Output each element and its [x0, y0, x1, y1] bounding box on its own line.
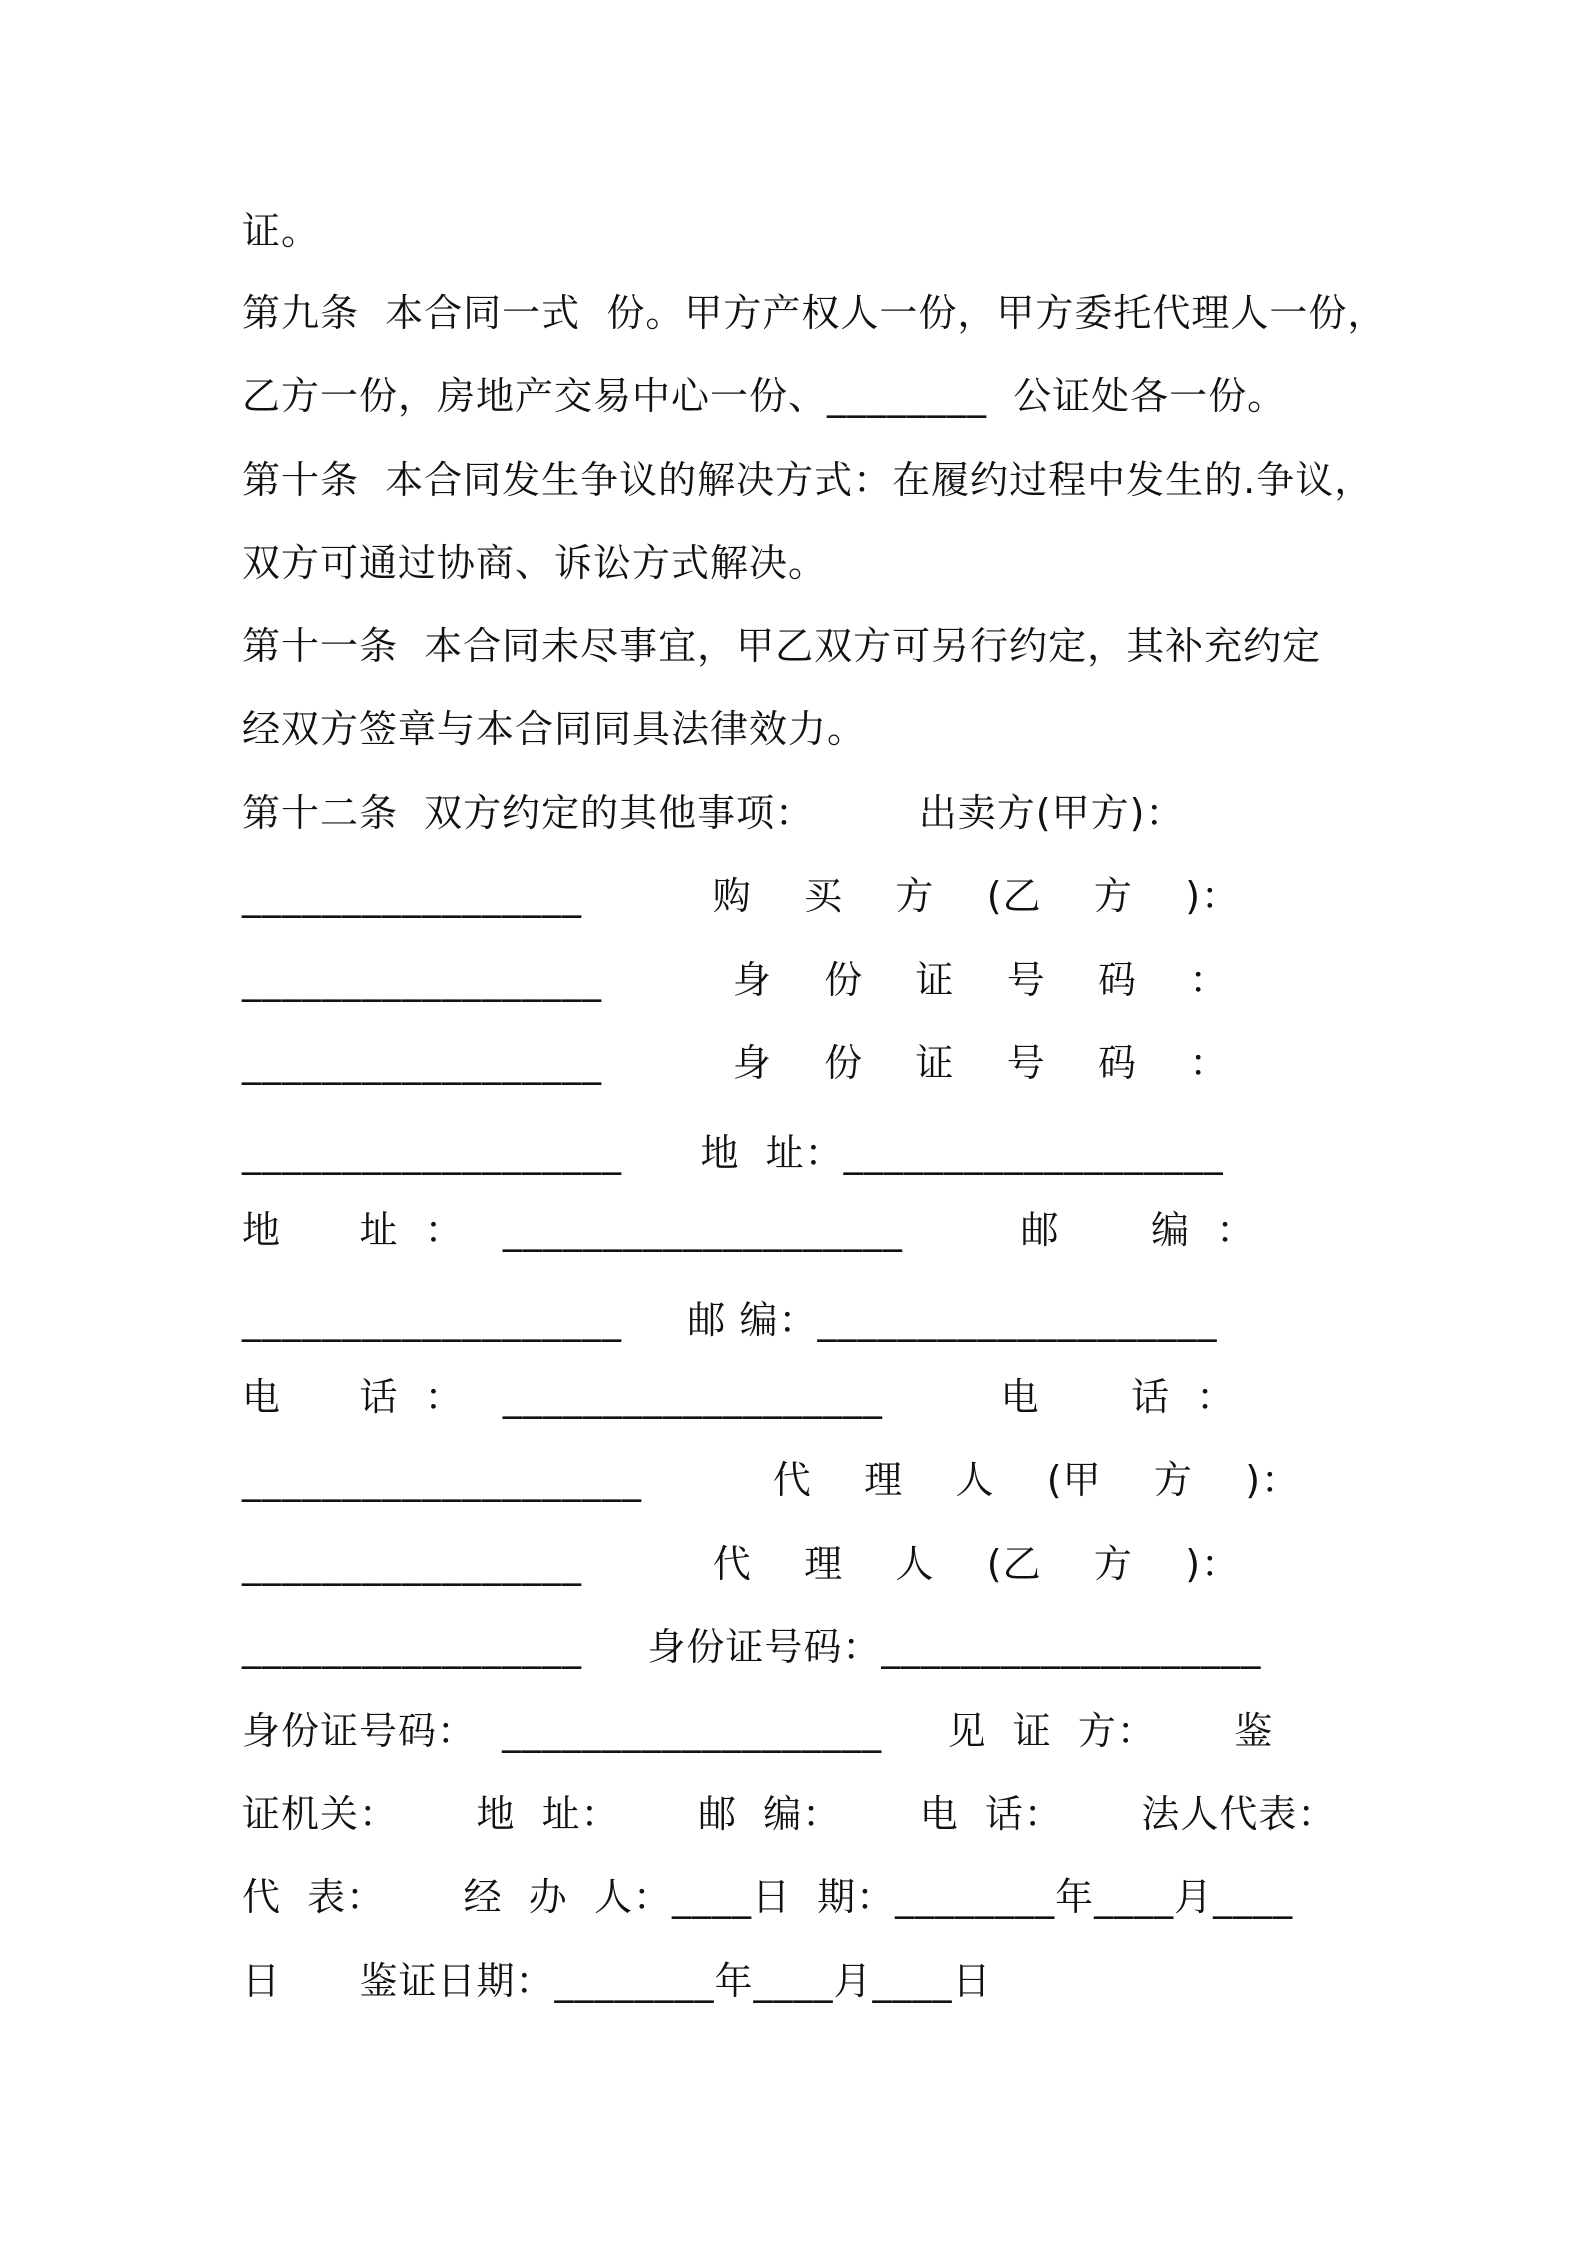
text-line: 日 鉴证日期：________年____月____日 [242, 1959, 992, 2003]
text-line: __________________ 身 份 证 号 码 ： [242, 1041, 1229, 1085]
text-line: 第十二条 双方约定的其他事项： 出卖方(甲方)： [242, 791, 1185, 835]
text-line: 经双方签章与本合同同具法律效力。 [242, 707, 867, 751]
text-line: 第十一条 本合同未尽事宜，甲乙双方可另行约定，其补充约定 [242, 624, 1322, 668]
text-line: _________________ 身份证号码：___________________ [242, 1625, 1262, 1669]
text-line: 代 表： 经 办 人：____日 期：________年____月____ [242, 1875, 1294, 1919]
text-line: 第十条 本合同发生争议的解决方式：在履约过程中发生的.争议， [242, 458, 1374, 502]
text-line: _________________ 购 买 方 (乙 方 )： [242, 874, 1241, 918]
text-line: 电 话 ： ___________________ 电 话 ： [242, 1375, 1236, 1419]
text-line: 第九条 本合同一式 份。甲方产权人一份，甲方委托代理人一份， [242, 291, 1387, 335]
text-line: ___________________ 邮 编：____________________ [242, 1298, 1218, 1342]
text-line: 证机关： 地 址： 邮 编： 电 话： 法人代表： [242, 1792, 1337, 1836]
text-line: 地 址 ： ____________________ 邮 编 ： [242, 1208, 1256, 1252]
text-line: ____________________ 代 理 人 (甲 方 )： [242, 1458, 1301, 1502]
text-line: ___________________ 地 址：___________________ [242, 1131, 1224, 1175]
text-line: 乙方一份，房地产交易中心一份、________ 公证处各一份。 [242, 374, 1287, 418]
text-line: __________________ 身 份 证 号 码 ： [242, 958, 1229, 1002]
text-line: _________________ 代 理 人 (乙 方 )： [242, 1542, 1241, 1586]
text-line: 证。 [242, 209, 321, 253]
text-line: 双方可通过协商、诉讼方式解决。 [242, 541, 828, 585]
text-line: 身份证号码： ___________________ 见 证 方： 鉴 [242, 1709, 1274, 1753]
